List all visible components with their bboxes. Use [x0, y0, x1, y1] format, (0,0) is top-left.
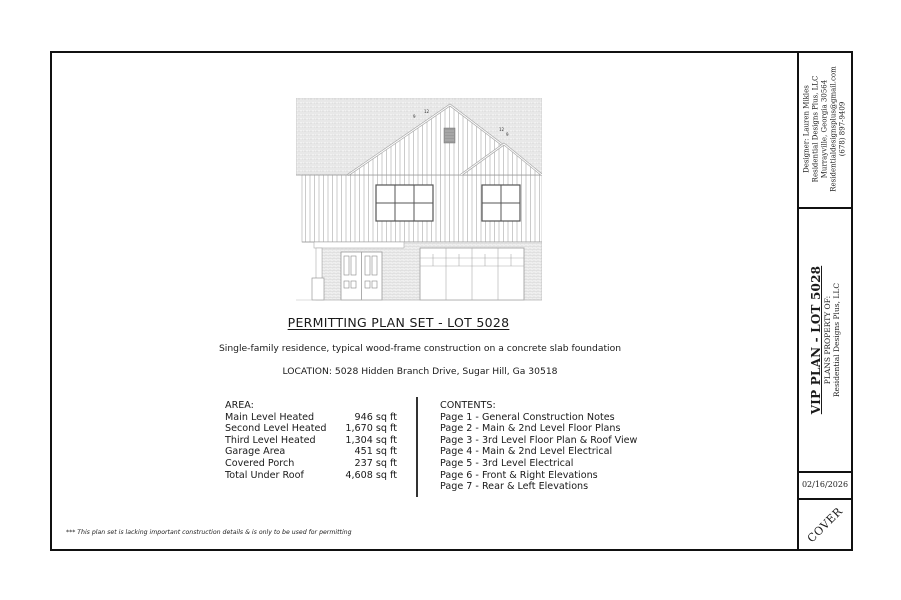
area-summary [225, 400, 397, 481]
area-value: 1,670 sq ft [345, 423, 397, 435]
contents-heading: CONTENTS: [440, 400, 496, 411]
area-row [225, 446, 397, 458]
plan-set-title [0, 315, 797, 330]
svg-text:12: 12 [424, 109, 430, 114]
area-value: 451 sq ft [354, 446, 397, 458]
area-value: 237 sq ft [354, 457, 397, 469]
area-value: 946 sq ft [354, 411, 397, 423]
sheet-label: COVER [804, 504, 846, 545]
contents-item: Page 6 - Front & Right Elevations [440, 469, 598, 481]
area-value: 1,304 sq ft [345, 434, 397, 446]
designer-name: Designer: Lauren Mikles [802, 85, 811, 173]
title-block [797, 51, 851, 549]
area-label: Second Level Heated [225, 423, 327, 435]
property-location: LOCATION: 5028 Hidden Branch Drive, Sugar Hill, Ga 30518 [282, 366, 558, 377]
plan-name-cell [799, 209, 851, 473]
area-label: Garage Area [225, 446, 286, 458]
designer-address: Murrayville, Georgia 30564 [820, 79, 829, 179]
property-of-company: Residential Designs Plus, LLC [832, 282, 841, 398]
date-cell [799, 473, 851, 500]
area-row [225, 412, 397, 424]
designer-cell [799, 51, 851, 209]
designer-company: Residential Designs Plus, LLC [811, 75, 820, 183]
contents-item: Page 2 - Main & 2nd Level Floor Plans [440, 423, 621, 435]
area-label: Third Level Heated [225, 434, 316, 446]
area-row [225, 458, 397, 470]
contents-item: Page 3 - 3rd Level Floor Plan & Roof View [440, 434, 638, 446]
sheet-date: 02/16/2026 [801, 480, 849, 489]
plan-name-block [809, 266, 841, 414]
permitting-disclaimer: *** This plan set is lacking important construction details & is only to be used for permitting [66, 529, 352, 536]
svg-text:9: 9 [413, 114, 416, 119]
svg-text:12: 12 [499, 127, 505, 132]
svg-text:9: 9 [506, 132, 509, 137]
construction-description: Single-family residence, typical wood-frame construction on a concrete slab foundation [218, 343, 622, 354]
area-label: Covered Porch [225, 457, 295, 469]
area-row [225, 423, 397, 435]
area-label: Total Under Roof [225, 469, 304, 481]
sheet-label-cell [799, 500, 851, 549]
plan-set-title-text: PERMITTING PLAN SET - LOT 5028 [287, 315, 510, 330]
contents-list [440, 400, 680, 493]
area-label: Main Level Heated [225, 411, 315, 423]
property-of-label: PLANS PROPERTY OF: [823, 295, 832, 385]
column-divider [416, 397, 418, 497]
designer-email: Residentialdesignsplus@gmail.com [829, 66, 838, 192]
area-heading: AREA: [225, 400, 254, 411]
area-row [225, 435, 397, 447]
contents-item: Page 7 - Rear & Left Elevations [440, 481, 589, 493]
area-row [225, 470, 397, 482]
contents-item: Page 5 - 3rd Level Electrical [440, 457, 574, 469]
plan-name: VIP PLAN - LOT 5028 [809, 265, 823, 415]
area-value: 4,608 sq ft [345, 469, 397, 481]
contents-item: Page 1 - General Construction Notes [440, 411, 615, 423]
designer-phone: (678) 897-9409 [838, 101, 847, 157]
contents-item: Page 4 - Main & 2nd Level Electrical [440, 446, 613, 458]
house-front-elevation-drawing [296, 98, 542, 302]
designer-info [803, 66, 848, 191]
